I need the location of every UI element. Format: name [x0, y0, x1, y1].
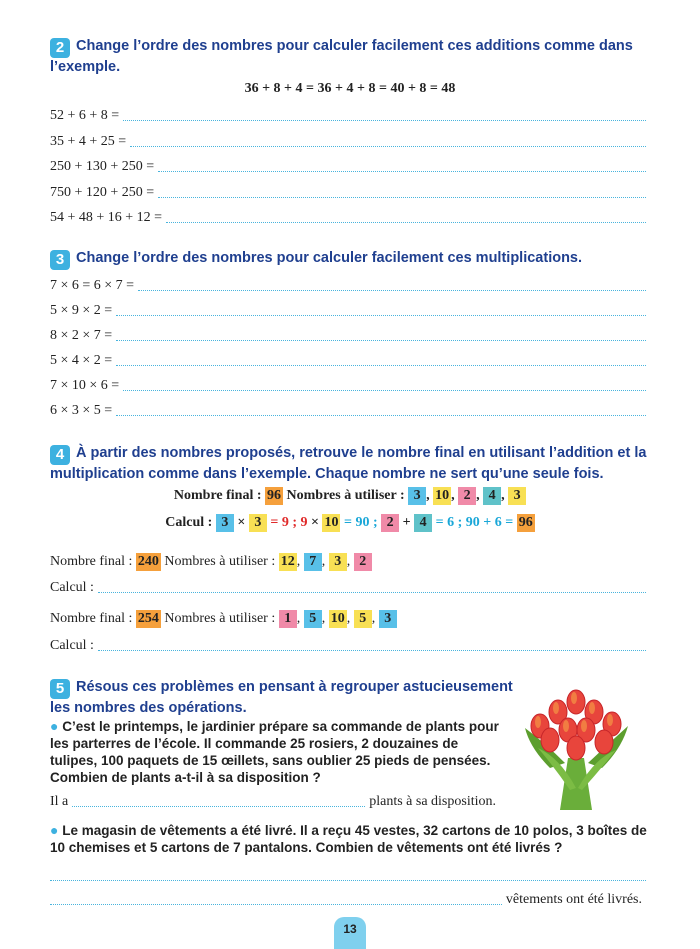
ex5-answer-1[interactable]	[50, 792, 500, 810]
ex4-item-num: 3	[379, 610, 397, 628]
ex5-title-text: Résous ces problèmes en pensant à regrouper astucieusement les nombres des opérations.	[50, 679, 513, 716]
bullet-icon: ●	[50, 718, 59, 734]
ex5-problem-1-text: C’est le printemps, le jardinier prépare sa commande de plants pour les parterres de l’école. Il commande 25 rosiers, 2 douzaines de tulipes, 100 paquets de 15 œillets, sans oublier 25 pieds de pensées. Combien de plants a-t-il à sa disposition ?	[50, 719, 499, 785]
ex3-row[interactable]	[50, 401, 646, 419]
ex4-ex-num: 2	[458, 487, 476, 505]
ex4-item-num: 10	[330, 611, 345, 626]
ex5-title	[50, 678, 520, 718]
ex4-item-num: 1	[279, 610, 297, 628]
ex4-calc-token: 2	[381, 514, 399, 532]
ex4-number-badge: 4	[50, 445, 70, 465]
ex4-item-num: 12	[280, 554, 295, 569]
ex3-title	[50, 249, 655, 270]
tulip-bouquet-image	[520, 688, 632, 810]
ex4-item-num: 5	[354, 610, 372, 628]
ex4-calc-token: +	[402, 515, 411, 531]
ex2-number-badge: 2	[50, 38, 70, 58]
ex2-row[interactable]	[50, 157, 646, 175]
ex2-row-label: 250 + 130 + 250 =	[50, 159, 155, 174]
answer-line[interactable]	[166, 218, 646, 223]
ex3-row[interactable]	[50, 351, 646, 369]
ex5-answer-2-end: vêtements ont été livrés.	[505, 892, 642, 907]
ex3-row-label: 8 × 2 × 7 =	[50, 328, 113, 343]
ex3-row-label: 7 × 10 × 6 =	[50, 378, 120, 393]
ex4-calc-label: Calcul :	[50, 638, 94, 653]
ex2-row-label: 750 + 120 + 250 =	[50, 184, 155, 200]
ex4-calc-token: 3	[216, 514, 234, 532]
ex3-row-label: 5 × 9 × 2 =	[50, 303, 113, 318]
ex4-calc-token: 3	[249, 514, 267, 532]
ex4-calc-token: = 6 ;	[435, 515, 463, 531]
ex4-item-num: 3	[329, 553, 347, 571]
ex4-item-1: Nombre final : 240 Nombres à utiliser : 12 , 7 , 3 , 2	[50, 553, 650, 571]
answer-line[interactable]	[50, 900, 502, 905]
ex5-answer-1-start: Il a	[50, 794, 69, 809]
ex4-item-final-label: Nombre final :	[50, 554, 133, 570]
ex5-problem-1	[50, 718, 505, 786]
ex3-row[interactable]	[50, 276, 646, 294]
answer-line[interactable]	[116, 336, 646, 341]
answer-line[interactable]	[98, 588, 646, 593]
answer-line[interactable]	[50, 876, 646, 881]
ex4-ex-num: 3	[408, 487, 426, 505]
ex4-calc-token: = 90 ;	[343, 515, 378, 531]
ex5-answer-1-end: plants à sa disposition.	[369, 794, 496, 809]
ex3-row[interactable]	[50, 326, 646, 344]
ex4-item-2-calc[interactable]	[50, 636, 646, 654]
ex2-row-label: 52 + 6 + 8 =	[50, 108, 120, 123]
ex4-ex-num: 3	[508, 487, 526, 505]
answer-line[interactable]	[123, 116, 646, 121]
ex3-number-badge: 3	[50, 250, 70, 270]
answer-line[interactable]	[158, 167, 646, 172]
ex4-ex-num: 10	[435, 488, 450, 503]
ex4-item-final: 254	[137, 611, 159, 626]
answer-line[interactable]	[123, 386, 646, 391]
ex4-calc-token: 96	[518, 515, 533, 530]
ex5-problem-2	[50, 822, 655, 856]
answer-line[interactable]	[158, 193, 646, 198]
ex5-problem-2-text: Le magasin de vêtements a été livré. Il a reçu 45 vestes, 32 cartons de 10 polos, 3 boîtes de 10 chemises et 5 cartons de 7 pantalons. Combien de vêtements ont été livrés ?	[50, 823, 647, 855]
ex4-ex-num: 4	[483, 487, 501, 505]
ex4-calc-token: ×	[310, 515, 319, 531]
ex4-calc-label: Calcul :	[165, 515, 213, 531]
ex4-example-final: 96	[267, 488, 282, 503]
ex4-item-use-label: Nombres à utiliser :	[164, 554, 276, 570]
ex4-example-line1: Nombre final : 96 Nombres à utiliser : 3 , 10 , 2 , 4 , 3	[0, 487, 700, 505]
ex4-calc-token: 90 + 6 =	[465, 515, 514, 531]
answer-line[interactable]	[98, 646, 646, 651]
answer-line[interactable]	[116, 411, 646, 416]
ex4-final-label: Nombre final :	[173, 488, 262, 504]
ex4-item-final: 240	[137, 554, 159, 569]
ex2-example: 36 + 8 + 4 = 36 + 4 + 8 = 40 + 8 = 48	[244, 81, 456, 96]
ex4-calc-label: Calcul :	[50, 580, 94, 595]
page-number: 13	[334, 917, 366, 949]
ex2-row[interactable]	[50, 132, 646, 150]
ex5-answer-2-line[interactable]	[50, 866, 646, 884]
answer-line[interactable]	[130, 142, 646, 147]
ex3-row-label: 7 × 6 = 6 × 7 =	[50, 278, 135, 293]
ex4-title-text: À partir des nombres proposés, retrouve le nombre final en utilisant l’addition et la multiplication comme dans l’exemple. Chaque nombre ne sert qu’une seule fois.	[50, 445, 647, 482]
ex2-row[interactable]	[50, 183, 646, 201]
ex4-item-num: 2	[354, 553, 372, 571]
ex4-item-num: 7	[304, 553, 322, 571]
ex5-number-badge: 5	[50, 679, 70, 699]
ex4-title	[50, 444, 655, 484]
ex3-row-label: 5 × 4 × 2 =	[50, 353, 113, 368]
bullet-icon: ●	[50, 822, 59, 838]
ex2-title-text: Change l’ordre des nombres pour calculer facilement ces additions comme dans l’exemple.	[50, 38, 633, 75]
ex4-use-label: Nombres à utiliser :	[286, 488, 405, 504]
ex2-row-label: 35 + 4 + 25 =	[50, 133, 127, 149]
ex4-item-final-label: Nombre final :	[50, 611, 133, 627]
ex2-row[interactable]	[50, 208, 646, 226]
ex2-row-label: 54 + 48 + 16 + 12 =	[50, 210, 163, 225]
ex2-row[interactable]	[50, 106, 646, 124]
ex4-item-1-calc[interactable]	[50, 578, 646, 596]
ex4-calc-token: 10	[324, 515, 339, 530]
ex5-answer-2[interactable]	[50, 890, 646, 908]
answer-line[interactable]	[72, 802, 365, 807]
ex4-calc-token: ×	[237, 515, 246, 531]
ex4-item-num: 5	[304, 610, 322, 628]
answer-line[interactable]	[138, 286, 646, 291]
ex3-title-text: Change l’ordre des nombres pour calculer facilement ces multiplications.	[76, 250, 583, 266]
answer-line[interactable]	[116, 361, 646, 366]
ex3-row[interactable]	[50, 376, 646, 394]
ex4-example-line2	[0, 514, 700, 532]
ex4-calc-token: 4	[414, 514, 432, 532]
ex3-row[interactable]	[50, 301, 646, 319]
ex2-title	[50, 37, 655, 77]
answer-line[interactable]	[116, 311, 646, 316]
ex4-calc-token: = 9 ;	[270, 515, 297, 531]
ex4-calc-token: 9	[300, 515, 308, 531]
ex4-item-use-label: Nombres à utiliser :	[164, 611, 276, 627]
ex4-item-2: Nombre final : 254 Nombres à utiliser : 1 , 5 , 10 , 5 , 3	[50, 610, 650, 628]
ex3-row-label: 6 × 3 × 5 =	[50, 403, 113, 418]
